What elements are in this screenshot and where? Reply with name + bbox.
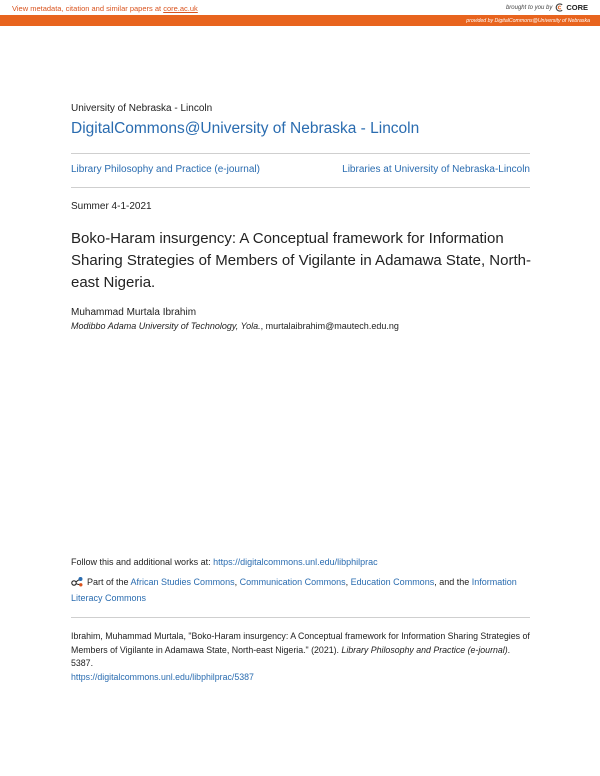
divider	[71, 153, 530, 154]
commons-separator-and: , and the	[434, 577, 472, 587]
core-logo-icon	[555, 3, 564, 12]
repository-link[interactable]: DigitalCommons@University of Nebraska - Lincoln	[71, 120, 420, 137]
citation-number: . 5387.	[71, 644, 511, 668]
author-name: Muhammad Murtala Ibrahim	[71, 307, 197, 318]
commons-separator: ,	[234, 577, 240, 587]
institution-name: University of Nebraska - Lincoln	[71, 103, 213, 114]
core-link-prefix: View metadata, citation and similar papers at	[12, 4, 164, 13]
provided-by-text: provided by DigitalCommons@University of Nebraska	[466, 18, 590, 24]
author-affiliation	[71, 321, 399, 331]
commons-link-education[interactable]: Education Commons	[350, 577, 435, 587]
journal-link[interactable]: Library Philosophy and Practice (e-journal)	[71, 164, 260, 175]
commons-separator: ,	[345, 577, 351, 587]
paper-title: Boko-Haram insurgency: A Conceptual framework for Information Sharing Strategies of Members of Vigilante in Adamawa State, North-east Nigeria.	[71, 230, 531, 291]
core-logo-text: CORE	[566, 3, 588, 12]
brought-text: brought to you by	[505, 4, 553, 11]
commons-link-information-literacy[interactable]: Information Literacy Commons	[71, 577, 517, 603]
libraries-link[interactable]: Libraries at University of Nebraska-Lincoln	[342, 164, 530, 175]
citation-journal: Library Philosophy and Practice (e-journal)	[341, 644, 508, 655]
core-logo[interactable]	[555, 3, 588, 12]
core-metadata-link[interactable]	[12, 4, 198, 13]
part-of-commons	[71, 574, 531, 606]
follow-url-link[interactable]: https://digitalcommons.unl.edu/libphilprac	[213, 557, 378, 567]
core-banner	[0, 0, 600, 15]
recommended-citation	[71, 630, 533, 684]
part-of-prefix: Part of the	[87, 577, 131, 587]
brought-to-you-by	[506, 3, 588, 12]
citation-text: Ibrahim, Muhammad Murtala, "Boko-Haram insurgency: A Conceptual framework for Information Sharing Strategies of Members of Vigilante in Adamawa State, North-east Nigeria." (2021).	[71, 631, 530, 655]
divider	[71, 187, 530, 188]
author-email: murtalaibrahim@mautech.edu.ng	[265, 321, 399, 331]
divider	[71, 617, 530, 618]
follow-text: Follow this and additional works at:	[71, 557, 214, 567]
follow-line	[71, 557, 378, 567]
commons-link-communication[interactable]: Communication Commons	[239, 577, 346, 587]
citation-url-link[interactable]: https://digitalcommons.unl.edu/libphilprac/5387	[71, 671, 254, 682]
institution-affiliation: Modibbo Adama University of Technology, Yola.	[71, 321, 261, 331]
publication-date: Summer 4-1-2021	[71, 201, 152, 212]
core-link-domain: core.ac.uk	[163, 4, 198, 13]
commons-link-african-studies[interactable]: African Studies Commons	[130, 577, 235, 587]
affiliation-separator: ,	[260, 321, 266, 331]
network-icon	[71, 576, 84, 587]
